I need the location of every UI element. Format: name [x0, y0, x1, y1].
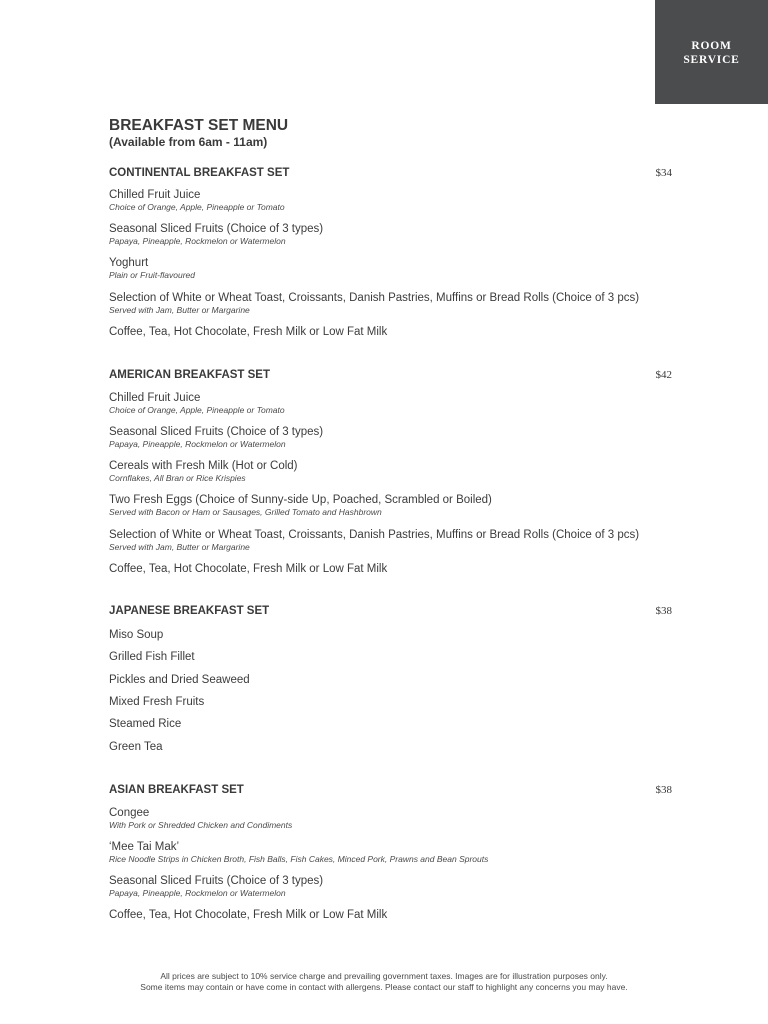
- item-name: Yoghurt: [109, 257, 149, 269]
- menu-item: [109, 562, 689, 576]
- item-description: Papaya, Pineapple, Rockmelon or Watermelon: [109, 888, 286, 898]
- footer-disclaimer: [0, 971, 768, 993]
- section-continental-header: [109, 165, 672, 181]
- footer-line-2: Some items may contain or have come in contact with allergens. Please contact our staff to highlight any concerns you may have.: [140, 982, 628, 992]
- item-description: Served with Jam, Butter or Margarine: [109, 305, 250, 315]
- tab-line-2: SERVICE: [683, 54, 740, 66]
- item-name: Mixed Fresh Fruits: [109, 696, 205, 708]
- menu-item: [109, 256, 689, 281]
- item-name: Coffee, Tea, Hot Chocolate, Fresh Milk or Low Fat Milk: [109, 909, 388, 921]
- item-name: Cereals with Fresh Milk (Hot or Cold): [109, 460, 298, 472]
- item-name: Seasonal Sliced Fruits (Choice of 3 types): [109, 426, 324, 438]
- item-name: Grilled Fish Fillet: [109, 651, 195, 663]
- item-name: Seasonal Sliced Fruits (Choice of 3 types): [109, 223, 324, 235]
- section-price: $42: [655, 369, 672, 381]
- item-name: Coffee, Tea, Hot Chocolate, Fresh Milk or Low Fat Milk: [109, 563, 388, 575]
- item-name: Green Tea: [109, 741, 163, 753]
- section-japanese-header: [109, 603, 672, 619]
- menu-item: [109, 391, 689, 416]
- item-description: With Pork or Shredded Chicken and Condiments: [109, 820, 293, 830]
- section-title: ASIAN BREAKFAST SET: [109, 784, 244, 796]
- menu-item: [109, 425, 689, 450]
- section-price: $38: [655, 605, 672, 617]
- menu-item: [109, 806, 689, 831]
- footer-line-1: All prices are subject to 10% service charge and prevailing government taxes. Images are for illustration purposes only.: [160, 971, 608, 981]
- item-name: Pickles and Dried Seaweed: [109, 674, 250, 686]
- item-name: Steamed Rice: [109, 718, 182, 730]
- menu-item: [109, 717, 689, 731]
- menu-item: [109, 628, 689, 642]
- item-description: Served with Jam, Butter or Margarine: [109, 542, 250, 552]
- item-name: Coffee, Tea, Hot Chocolate, Fresh Milk or Low Fat Milk: [109, 326, 388, 338]
- item-name: Chilled Fruit Juice: [109, 189, 201, 201]
- item-name: Selection of White or Wheat Toast, Croissants, Danish Pastries, Muffins or Bread Rolls (Choice of 3 pcs): [109, 292, 640, 304]
- item-description: Choice of Orange, Apple, Pineapple or Tomato: [109, 202, 285, 212]
- menu-item: [109, 188, 689, 213]
- item-name: Chilled Fruit Juice: [109, 392, 201, 404]
- section-title: JAPANESE BREAKFAST SET: [109, 605, 270, 617]
- item-description: Plain or Fruit-flavoured: [109, 270, 195, 280]
- menu-item: [109, 695, 689, 709]
- item-description: Cornflakes, All Bran or Rice Krispies: [109, 473, 246, 483]
- menu-item: [109, 222, 689, 247]
- section-title: AMERICAN BREAKFAST SET: [109, 369, 271, 381]
- menu-item: [109, 325, 689, 339]
- menu-item: [109, 650, 689, 664]
- page-title: BREAKFAST SET MENU: [109, 117, 289, 134]
- item-description: Served with Bacon or Ham or Sausages, Grilled Tomato and Hashbrown: [109, 507, 382, 517]
- menu-item: [109, 673, 689, 687]
- item-description: Rice Noodle Strips in Chicken Broth, Fish Balls, Fish Cakes, Minced Pork, Prawns and Bean Sprouts: [109, 854, 489, 864]
- menu-item: [109, 291, 689, 316]
- room-service-tab: [655, 0, 768, 104]
- item-name: Miso Soup: [109, 629, 164, 641]
- page-subtitle: (Available from 6am - 11am): [109, 135, 268, 149]
- section-title: CONTINENTAL BREAKFAST SET: [109, 167, 290, 179]
- item-name: Selection of White or Wheat Toast, Croissants, Danish Pastries, Muffins or Bread Rolls (Choice of 3 pcs): [109, 529, 640, 541]
- item-name: Congee: [109, 807, 150, 819]
- menu-item: [109, 840, 689, 865]
- menu-item: [109, 874, 689, 899]
- item-name: ‘Mee Tai Mak’: [109, 841, 180, 853]
- menu-item: [109, 493, 689, 518]
- menu-item: [109, 908, 689, 922]
- section-price: $34: [655, 167, 672, 179]
- menu-item: [109, 740, 689, 754]
- section-american-header: [109, 367, 672, 383]
- section-price: $38: [655, 784, 672, 796]
- item-description: Choice of Orange, Apple, Pineapple or Tomato: [109, 405, 285, 415]
- tab-line-1: ROOM: [691, 40, 732, 52]
- menu-item: [109, 459, 689, 484]
- item-description: Papaya, Pineapple, Rockmelon or Watermelon: [109, 439, 286, 449]
- section-asian-header: [109, 782, 672, 798]
- item-name: Two Fresh Eggs (Choice of Sunny-side Up, Poached, Scrambled or Boiled): [109, 494, 492, 506]
- item-name: Seasonal Sliced Fruits (Choice of 3 types): [109, 875, 324, 887]
- menu-item: [109, 528, 689, 553]
- item-description: Papaya, Pineapple, Rockmelon or Watermelon: [109, 236, 286, 246]
